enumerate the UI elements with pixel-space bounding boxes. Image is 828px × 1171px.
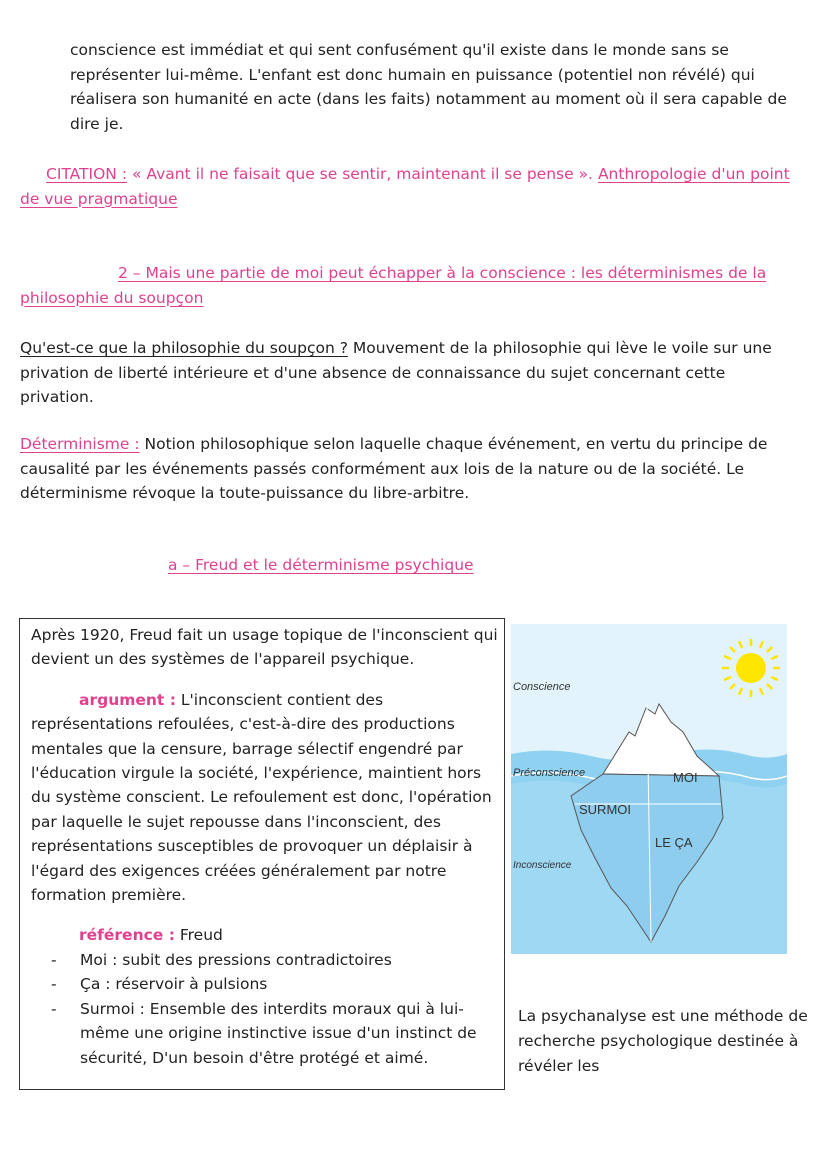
section-heading: 2 – Mais une partie de moi peut échapper à la conscience : les déterminismes de la philosophie du soupçon — [20, 264, 767, 307]
iceberg-diagram — [511, 624, 787, 954]
determinisme-text: Notion philosophique selon laquelle chaque événement, en vertu du principe de causalité par les événements passés conformément aux lois de la nature ou de la société. Le déterminisme révoque la toute-puissance du libre-arbitre. — [20, 435, 768, 502]
soupcon-answer: Mouvement de la philosophie qui lève le voile sur une privation de liberté intérieure et d'une absence de connaissance du sujet concernant cette privation. — [20, 339, 772, 406]
freud-list — [31, 948, 499, 1070]
label-ca: LE ÇA — [655, 835, 693, 850]
citation — [20, 162, 805, 211]
reference-text: Freud — [179, 926, 223, 945]
label-inconscience: Inconscience — [513, 860, 572, 871]
soupcon-definition — [20, 336, 795, 410]
argument-text: L'inconscient contient des représentations refoulées, c'est-à-dire des productions mentales que la censure, barrage sélectif engendré par l'éducation virgule la société, l'expérience, maintient hors du système conscient. Le refoulement est donc, l'opération par laquelle le sujet repousse dans l'inconscient, des représentations susceptibles de provoquer un déplaisir à l'égard des exigences créées généralement par notre formation première. — [31, 690, 492, 905]
reference-label: référence : — [79, 926, 175, 945]
label-conscience: Conscience — [513, 681, 571, 693]
box-intro: Après 1920, Freud fait un usage topique de l'inconscient qui devient un des systèmes de l'appareil psychique. — [31, 626, 498, 669]
list-item: - Surmoi : Ensemble des interdits moraux qui à lui-même une origine instinctive issue d'un instinct de sécurité, D'un besoin d'être protégé et aimé. — [31, 997, 499, 1070]
determinisme-term: Déterminisme : — [20, 435, 140, 453]
freud-box — [19, 618, 505, 1090]
sun-icon — [736, 653, 766, 683]
argument-label: argument : — [79, 690, 176, 709]
citation-label: CITATION : — [46, 165, 128, 183]
label-surmoi: SURMOI — [579, 802, 631, 817]
subsection-heading: a – Freud et le déterminisme psychique — [168, 556, 474, 574]
citation-source: Anthropologie d'un point de vue pragmatique — [20, 165, 790, 208]
label-moi: MOI — [673, 770, 698, 785]
citation-quote: « Avant il ne faisait que se sentir, maintenant il se pense ». — [131, 165, 593, 183]
psychanalyse-text: La psychanalyse est une méthode de recherche psychologique destinée à révéler les — [518, 1007, 808, 1075]
list-item: - Moi : subit des pressions contradictoires — [31, 948, 499, 972]
label-preconscience: Préconscience — [513, 767, 586, 779]
list-item: - Ça : réservoir à pulsions — [31, 972, 499, 996]
determinisme-definition — [20, 432, 795, 506]
intro-paragraph: conscience est immédiat et qui sent confusément qu'il existe dans le monde sans se représenter lui-même. L'enfant est donc humain en puissance (potentiel non révélé) qui réalisera son humanité en acte (dans les faits) notamment au moment où il sera capable de dire je. — [70, 41, 787, 133]
soupcon-question: Qu'est-ce que la philosophie du soupçon ? — [20, 339, 348, 357]
